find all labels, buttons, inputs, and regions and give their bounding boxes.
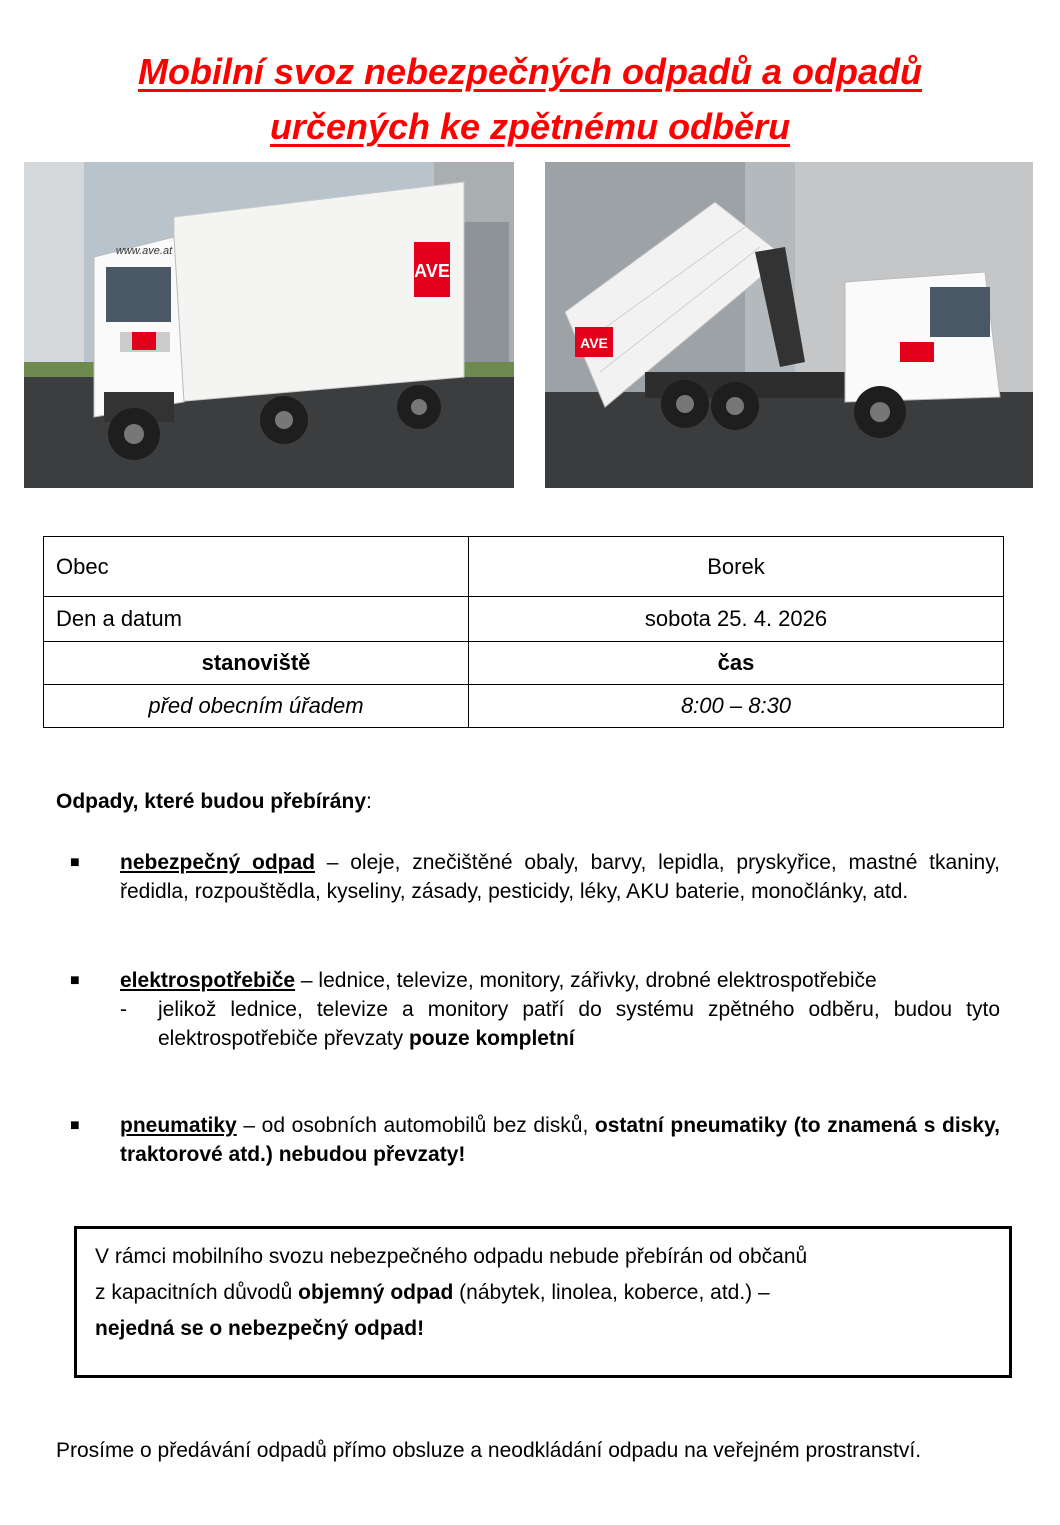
notice-line-2: z kapacitních důvodů objemný odpad (nábytek, linolea, koberce, atd.) – [95,1281,770,1304]
item-warning: ostatní pneumatiky (to znamená s disky, traktorové atd.) nebudou převzaty! [120,1114,1000,1166]
accepted-heading: Odpady, které budou přebírány: [56,790,372,813]
title-line-1: Mobilní svoz nebezpečných odpadů a odpadů [137,51,923,92]
obec-label: Obec [44,537,469,597]
truck-box-photo [24,162,514,488]
ave-logo-container: AVE [580,335,608,351]
bullet-icon: ■ [70,1117,80,1134]
table-header-row [44,642,1004,685]
footer-note: Prosíme o předávání odpadů přímo obsluze a neodkládání odpadu na veřejném prostranství. [56,1439,922,1462]
bullet-icon: ■ [70,854,80,871]
item-key: elektrospotřebiče [120,969,296,992]
item-key: nebezpečný odpad [120,851,315,874]
item-text: – oleje, znečištěné obaly, barvy, lepidla, pryskyřice, mastné tkaniny, ředidla, rozpouštědla, kyseliny, zásady, pesticidy, léky, AKU baterie, monočlánky, atd. [120,851,1001,903]
table-row [44,597,1004,642]
bulky-waste-notice [74,1226,1012,1378]
obec-value: Borek [469,537,1004,597]
truck-container-photo [545,162,1033,488]
bullet-icon: ■ [70,972,80,989]
table-row [44,537,1004,597]
title-line-2: určených ke zpětnému odběru [269,106,791,147]
date-label: Den a datum [44,597,469,642]
page-title [0,44,1060,154]
time-value: 8:00 – 8:30 [469,685,1004,728]
place-value: před obecním úřadem [44,685,469,728]
item-key: pneumatiky [120,1114,237,1137]
ave-logo-box: AVE [414,261,450,281]
item-text: – lednice, televize, monitory, zářivky, drobné elektrospotřebiče [295,969,877,992]
time-header: čas [469,642,1004,685]
item-text: – od osobních automobilů bez disků, [236,1114,595,1137]
date-value: sobota 25. 4. 2026 [469,597,1004,642]
sub-item: - jelikož lednice, televize a monitory patří do systému zpětného odběru, budou tyto elektrospotřebiče převzaty pouze kompletní [120,998,1000,1050]
notice-line-3: nejedná se o nebezpečný odpad! [95,1317,425,1340]
plate-text: www.ave.at [115,245,173,257]
schedule-table [43,536,1004,728]
table-row [44,685,1004,728]
notice-line-1: V rámci mobilního svozu nebezpečného odpadu nebude přebírán od občanů [95,1245,808,1268]
place-header: stanoviště [44,642,469,685]
